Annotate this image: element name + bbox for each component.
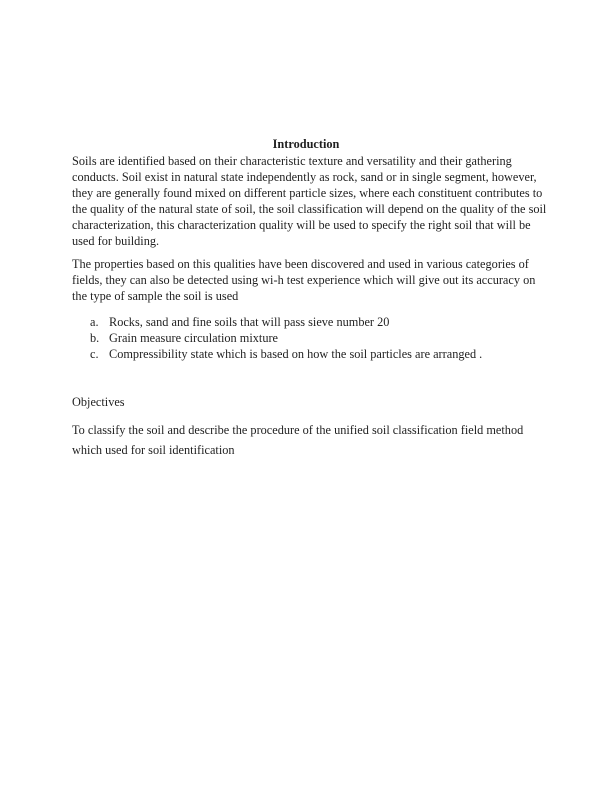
text-line: fields, they can also be detected using wi-h test experience which will give out its accuracy on bbox=[72, 272, 536, 287]
section-heading-introduction: Introduction bbox=[272, 136, 340, 151]
list-item-marker: b. bbox=[90, 331, 100, 346]
text-line: To classify the soil and describe the procedure of the unified soil classification field method bbox=[72, 423, 524, 438]
text-line: the quality of the natural state of soil, the soil classification will depend on the quality of the soil bbox=[72, 201, 547, 216]
list-item bbox=[72, 346, 540, 362]
list-item bbox=[72, 314, 540, 330]
list-item-text: Grain measure circulation mixture bbox=[109, 331, 279, 346]
text-line: Soils are identified based on their characteristic texture and versatility and their gathering bbox=[72, 153, 512, 168]
text-line: which used for soil identification bbox=[72, 443, 235, 458]
text-line: used for building. bbox=[72, 234, 160, 249]
paragraph-soil-properties bbox=[72, 256, 540, 304]
list-item-text: Rocks, sand and fine soils that will pass sieve number 20 bbox=[109, 314, 390, 329]
text-line: The properties based on this qualities have been discovered and used in various categories of bbox=[72, 256, 529, 271]
text-line: the type of sample the soil is used bbox=[72, 288, 239, 303]
paragraph-objectives bbox=[72, 420, 540, 460]
lettered-list bbox=[72, 314, 540, 362]
text-line: conducts. Soil exist in natural state independently as rock, sand or in single segment, however, bbox=[72, 169, 537, 184]
document-content bbox=[72, 136, 547, 461]
list-item-marker: c. bbox=[90, 347, 99, 362]
text-line: characterization, this characterization quality will be used to specify the right soil that will be bbox=[72, 217, 531, 232]
text-line: they are generally found mixed on different particle sizes, where each constituent contributes to bbox=[72, 185, 543, 200]
paragraph-soil-identification bbox=[72, 153, 547, 250]
list-item-marker: a. bbox=[90, 314, 99, 329]
section-heading-objectives: Objectives bbox=[72, 395, 125, 410]
list-item bbox=[72, 330, 540, 346]
list-item-text: Compressibility state which is based on how the soil particles are arranged . bbox=[109, 347, 483, 362]
